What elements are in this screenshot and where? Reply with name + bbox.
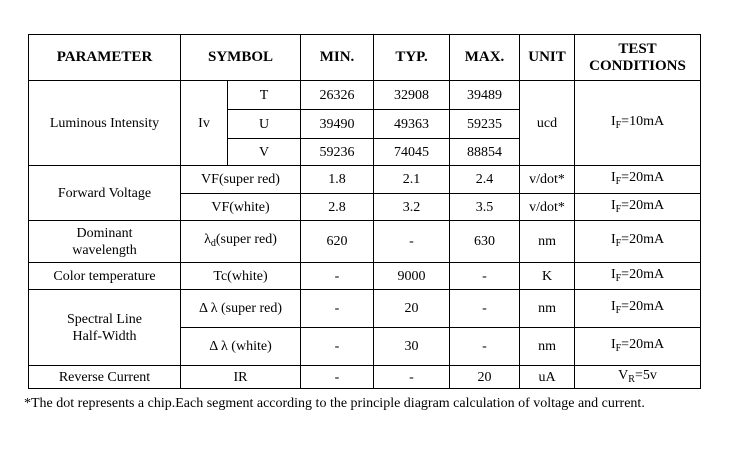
header-typ: TYP. — [374, 35, 450, 81]
fv-min: 1.8 — [301, 166, 374, 194]
cond-main: I — [610, 299, 616, 314]
table-row — [29, 221, 701, 263]
cond-main: I — [610, 266, 616, 282]
reverse-symbol: IR — [181, 366, 301, 389]
cond-sub: F — [615, 272, 622, 284]
fv-max: 2.4 — [450, 166, 520, 194]
color-temp-symbol: Tc(white) — [181, 263, 301, 290]
dominant-typ: - — [374, 221, 450, 263]
header-row — [29, 35, 701, 81]
reverse-unit: uA — [520, 366, 575, 389]
fv-unit: v/dot* — [520, 194, 575, 221]
cond-sub: F — [615, 343, 622, 354]
fv-typ: 3.2 — [374, 194, 450, 221]
reverse-max: 20 — [450, 366, 520, 389]
cond-sub: F — [615, 203, 622, 215]
luminous-condition — [575, 81, 701, 166]
fv-max: 3.5 — [450, 194, 520, 221]
luminous-unit: ucd — [520, 81, 575, 166]
dominant-unit: nm — [520, 221, 575, 263]
cond-sub: F — [615, 176, 622, 187]
spectral-typ: 20 — [374, 290, 450, 328]
cond-main: I — [610, 197, 616, 213]
footnote: *The dot represents a chip.Each segment according to the principle diagram calculation of voltage and current. — [24, 396, 645, 411]
spectral-line1: Spectral Line — [66, 311, 143, 327]
color-temp-typ: 9000 — [374, 263, 450, 290]
lambda-symbol: λ — [204, 232, 211, 247]
header-test-conditions — [575, 35, 701, 81]
spectral-condition — [575, 328, 701, 366]
cond-tail: =20mA — [621, 170, 665, 185]
fv-condition — [575, 194, 701, 221]
header-symbol: SYMBOL — [181, 35, 301, 81]
table-row — [29, 366, 701, 389]
dominant-parameter — [29, 221, 181, 263]
cond-tail: =20mA — [621, 197, 665, 213]
cond-tail: =10mA — [621, 113, 665, 129]
luminous-parameter: Luminous Intensity — [29, 81, 181, 166]
spectral-min: - — [301, 328, 374, 366]
fv-condition — [575, 166, 701, 194]
dominant-line1: Dominant — [76, 225, 133, 241]
bin-min: 26326 — [301, 81, 374, 110]
cond-tail: =20mA — [621, 232, 665, 247]
bin-max: 59235 — [450, 110, 520, 139]
dominant-condition — [575, 221, 701, 263]
cond-main: I — [610, 170, 616, 185]
table-row — [29, 290, 701, 328]
bin-max: 39489 — [450, 81, 520, 110]
fv-symbol: VF(super red) — [181, 166, 301, 194]
bin-min: 59236 — [301, 139, 374, 166]
dominant-symbol — [181, 221, 301, 263]
bin-max: 88854 — [450, 139, 520, 166]
header-test-line2: CONDITIONS — [589, 57, 686, 74]
color-temp-unit: K — [520, 263, 575, 290]
reverse-condition — [575, 366, 701, 389]
spectral-parameter — [29, 290, 181, 366]
spectral-unit: nm — [520, 290, 575, 328]
cond-main: V — [618, 367, 629, 383]
cond-main: I — [610, 232, 616, 247]
fv-typ: 2.1 — [374, 166, 450, 194]
fv-symbol: VF(white) — [181, 194, 301, 221]
luminous-symbol: Iv — [181, 81, 228, 166]
spectral-condition — [575, 290, 701, 328]
header-test-line1: TEST — [618, 40, 657, 57]
spectral-min: - — [301, 290, 374, 328]
cond-sub: R — [628, 373, 635, 385]
electrical-characteristics-table — [28, 34, 701, 389]
cond-sub: F — [615, 119, 622, 131]
bin-typ: 49363 — [374, 110, 450, 139]
header-max: MAX. — [450, 35, 520, 81]
bin-code: U — [228, 110, 301, 139]
lambda-tail: (super red) — [215, 232, 277, 247]
color-temp-parameter: Color temperature — [29, 263, 181, 290]
bin-min: 39490 — [301, 110, 374, 139]
spectral-symbol: Δ λ (white) — [181, 328, 301, 366]
cond-tail: =20mA — [621, 266, 665, 282]
cond-sub: F — [615, 238, 622, 249]
color-temp-max: - — [450, 263, 520, 290]
spectral-max: - — [450, 328, 520, 366]
dominant-min: 620 — [301, 221, 374, 263]
table-row — [29, 166, 701, 194]
header-parameter: PARAMETER — [29, 35, 181, 81]
dominant-max: 630 — [450, 221, 520, 263]
cond-main: I — [610, 337, 616, 352]
spectral-unit: nm — [520, 328, 575, 366]
cond-tail: =20mA — [621, 337, 665, 352]
bin-code: V — [228, 139, 301, 166]
spectral-symbol: Δ λ (super red) — [181, 290, 301, 328]
dominant-line2: wavelength — [72, 242, 137, 258]
reverse-min: - — [301, 366, 374, 389]
bin-typ: 32908 — [374, 81, 450, 110]
fv-min: 2.8 — [301, 194, 374, 221]
lambda-sub: d — [210, 238, 216, 249]
table-row — [29, 81, 701, 110]
spectral-typ: 30 — [374, 328, 450, 366]
cond-tail: =5v — [634, 367, 657, 383]
bin-typ: 74045 — [374, 139, 450, 166]
reverse-typ: - — [374, 366, 450, 389]
color-temp-min: - — [301, 263, 374, 290]
spectral-max: - — [450, 290, 520, 328]
fv-unit: v/dot* — [520, 166, 575, 194]
header-min: MIN. — [301, 35, 374, 81]
forward-voltage-parameter: Forward Voltage — [29, 166, 181, 221]
reverse-parameter: Reverse Current — [29, 366, 181, 389]
header-unit: UNIT — [520, 35, 575, 81]
table-row — [29, 263, 701, 290]
bin-code: T — [228, 81, 301, 110]
cond-tail: =20mA — [621, 299, 665, 314]
spectral-line2: Half-Width — [72, 328, 137, 344]
color-temp-condition — [575, 263, 701, 290]
cond-sub: F — [615, 305, 622, 316]
cond-main: I — [610, 113, 616, 129]
